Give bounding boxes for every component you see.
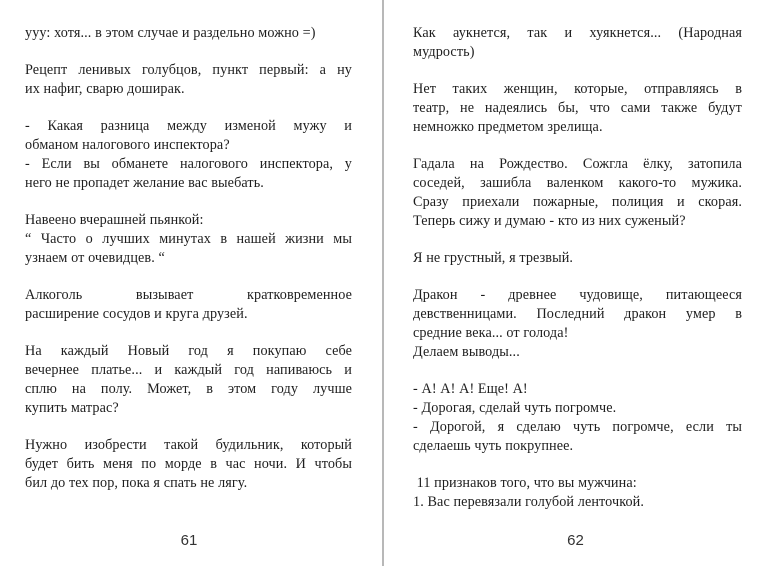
text-line: будет бить меня по морде в час ночи. И чтобы — [25, 456, 352, 472]
text-line: “ Часто о лучших минутах в нашей жизни мы — [25, 231, 352, 247]
text-line: Как аукнется, так и хуякнется... (Народная — [413, 25, 742, 41]
paragraph — [413, 80, 742, 137]
text-line: Теперь сижу и думаю - кто из них суженый? — [413, 213, 686, 229]
paragraph — [25, 61, 352, 99]
text-line: Алкоголь вызывает кратковременное — [25, 287, 352, 303]
paragraph — [413, 24, 742, 62]
paragraph — [25, 211, 352, 268]
right-page — [384, 0, 767, 566]
text-line: - Если вы обманете налогового инспектора, у — [25, 156, 352, 172]
paragraph — [413, 474, 742, 512]
text-line: бил до тех пор, пока я спать не лягу. — [25, 475, 248, 491]
text-line: узнаем от очевидцев. “ — [25, 250, 165, 266]
paragraph — [25, 286, 352, 324]
text-line: 11 признаков того, что вы мужчина: — [413, 475, 637, 491]
text-line: Делаем выводы... — [413, 344, 520, 360]
text-line: девственницами. Последний дракон умер в — [413, 306, 742, 322]
text-line: мудрость) — [413, 44, 475, 60]
text-line: - Дорогая, сделай чуть погромче. — [413, 400, 617, 416]
text-line: купить матрас? — [25, 400, 119, 416]
text-line: сделаешь чуть покрупнее. — [413, 438, 574, 454]
paragraph — [25, 117, 352, 193]
text-line: соседей, зашибла валенком какого-то мужика. — [413, 175, 742, 191]
text-line: их нафиг, сварю доширак. — [25, 81, 185, 97]
paragraph — [25, 342, 352, 418]
text-line: вечернее платье... и каждый год напиваюсь и — [25, 362, 352, 378]
text-line: расширение сосудов и круга друзей. — [25, 306, 248, 322]
text-line: - Дорогой, я сделаю чуть погромче, если ты — [413, 419, 742, 435]
text-line: обманом налогового инспектора? — [25, 137, 230, 153]
page-number-left: 61 — [180, 532, 198, 549]
text-line: Дракон - древнее чудовище, питающееся — [413, 287, 742, 303]
text-line: ууу: хотя... в этом случае и раздельно можно =) — [25, 25, 316, 41]
text-line: - А! А! А! Еще! А! — [413, 381, 528, 397]
text-line: него не пропадет желание вас выебать. — [25, 175, 264, 191]
text-line: немножко предметом зрелища. — [413, 119, 603, 135]
paragraph — [413, 249, 742, 268]
text-line: сплю на полу. Может, в этом году лучше — [25, 381, 352, 397]
text-line: Нет таких женщин, которые, отправляясь в — [413, 81, 742, 97]
paragraph — [25, 24, 352, 43]
page-number-right: 62 — [567, 532, 584, 549]
paragraph — [413, 155, 742, 231]
text-line: - Какая разница между изменой мужу и — [25, 118, 352, 134]
text-line: театр, не надеялись бы, что сами также будут — [413, 100, 742, 116]
text-line: Гадала на Рождество. Сожгла ёлку, затопила — [413, 156, 742, 172]
left-page — [0, 0, 382, 566]
left-page-text — [25, 24, 352, 511]
text-line: Я не грустный, я трезвый. — [413, 250, 574, 266]
text-line: Нужно изобрести такой будильник, который — [25, 437, 352, 453]
paragraph — [413, 286, 742, 362]
text-line: Навеено вчерашней пьянкой: — [25, 212, 204, 228]
text-line: 1. Вас перевязали голубой ленточкой. — [413, 494, 645, 510]
paragraph — [413, 380, 742, 456]
paragraph — [25, 436, 352, 493]
text-line: Сразу приехали пожарные, полиция и скорая. — [413, 194, 742, 210]
text-line: средние века... от голода! — [413, 325, 569, 341]
text-line: На каждый Новый год я покупаю себе — [25, 343, 352, 359]
right-page-text — [413, 24, 742, 530]
text-line: Рецепт ленивых голубцов, пункт первый: а ну — [25, 62, 352, 78]
